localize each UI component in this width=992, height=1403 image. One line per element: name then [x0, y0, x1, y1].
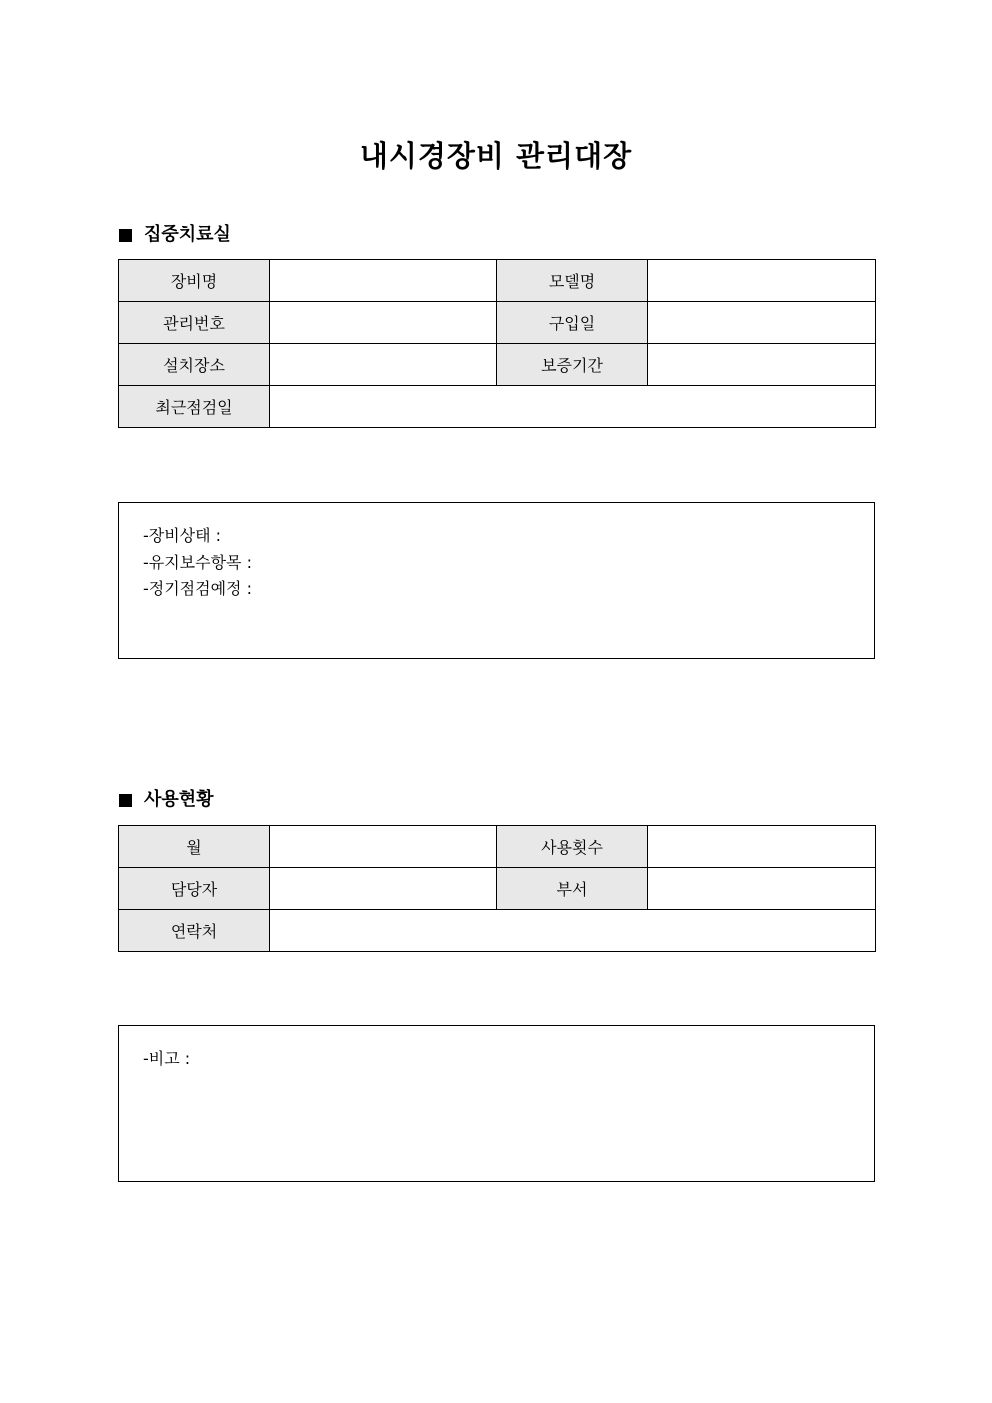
warranty-period-label: 보증기간: [497, 344, 648, 386]
warranty-period-field[interactable]: [648, 344, 876, 386]
person-in-charge-label: 담당자: [119, 868, 270, 910]
install-location-field[interactable]: [270, 344, 497, 386]
table-row: [119, 386, 876, 428]
install-location-label: 설치장소: [119, 344, 270, 386]
usage-count-field[interactable]: [648, 826, 876, 868]
section-heading-label: 집중치료실: [144, 224, 231, 245]
contact-label: 연락처: [119, 910, 270, 952]
purchase-date-field[interactable]: [648, 302, 876, 344]
usage-count-label: 사용횟수: [497, 826, 648, 868]
last-inspection-label: 최근점검일: [119, 386, 270, 428]
equipment-name-label: 장비명: [119, 260, 270, 302]
model-name-label: 모델명: [497, 260, 648, 302]
maintenance-items-note: -유지보수항목 :: [143, 552, 252, 572]
department-label: 부서: [497, 868, 648, 910]
equipment-status-note: -장비상태 :: [143, 526, 222, 545]
equipment-info-table: [118, 259, 876, 428]
section-heading-usage: [119, 788, 214, 812]
section-heading-label: 사용현황: [144, 789, 214, 810]
table-row: [119, 868, 876, 910]
month-label: 월: [119, 826, 270, 868]
model-name-field[interactable]: [648, 260, 876, 302]
square-bullet-icon: [119, 229, 132, 242]
management-number-label: 관리번호: [119, 302, 270, 344]
table-row: [119, 302, 876, 344]
remarks-box[interactable]: [118, 1025, 875, 1182]
table-row: [119, 826, 876, 868]
equipment-name-field[interactable]: [270, 260, 497, 302]
management-number-field[interactable]: [270, 302, 497, 344]
department-field[interactable]: [648, 868, 876, 910]
person-in-charge-field[interactable]: [270, 868, 497, 910]
purchase-date-label: 구입일: [497, 302, 648, 344]
scheduled-inspection-note: -정기점검예정 :: [143, 579, 252, 598]
table-row: [119, 260, 876, 302]
equipment-notes-box[interactable]: [118, 502, 875, 659]
section-heading-icu: [119, 223, 231, 247]
usage-info-table: [118, 825, 876, 952]
square-bullet-icon: [119, 794, 132, 807]
contact-field[interactable]: [270, 910, 876, 952]
remarks-note: -비고 :: [143, 1049, 191, 1068]
document-title: 내시경장비 관리대장: [359, 139, 633, 173]
last-inspection-field[interactable]: [270, 386, 876, 428]
table-row: [119, 910, 876, 952]
month-field[interactable]: [270, 826, 497, 868]
table-row: [119, 344, 876, 386]
